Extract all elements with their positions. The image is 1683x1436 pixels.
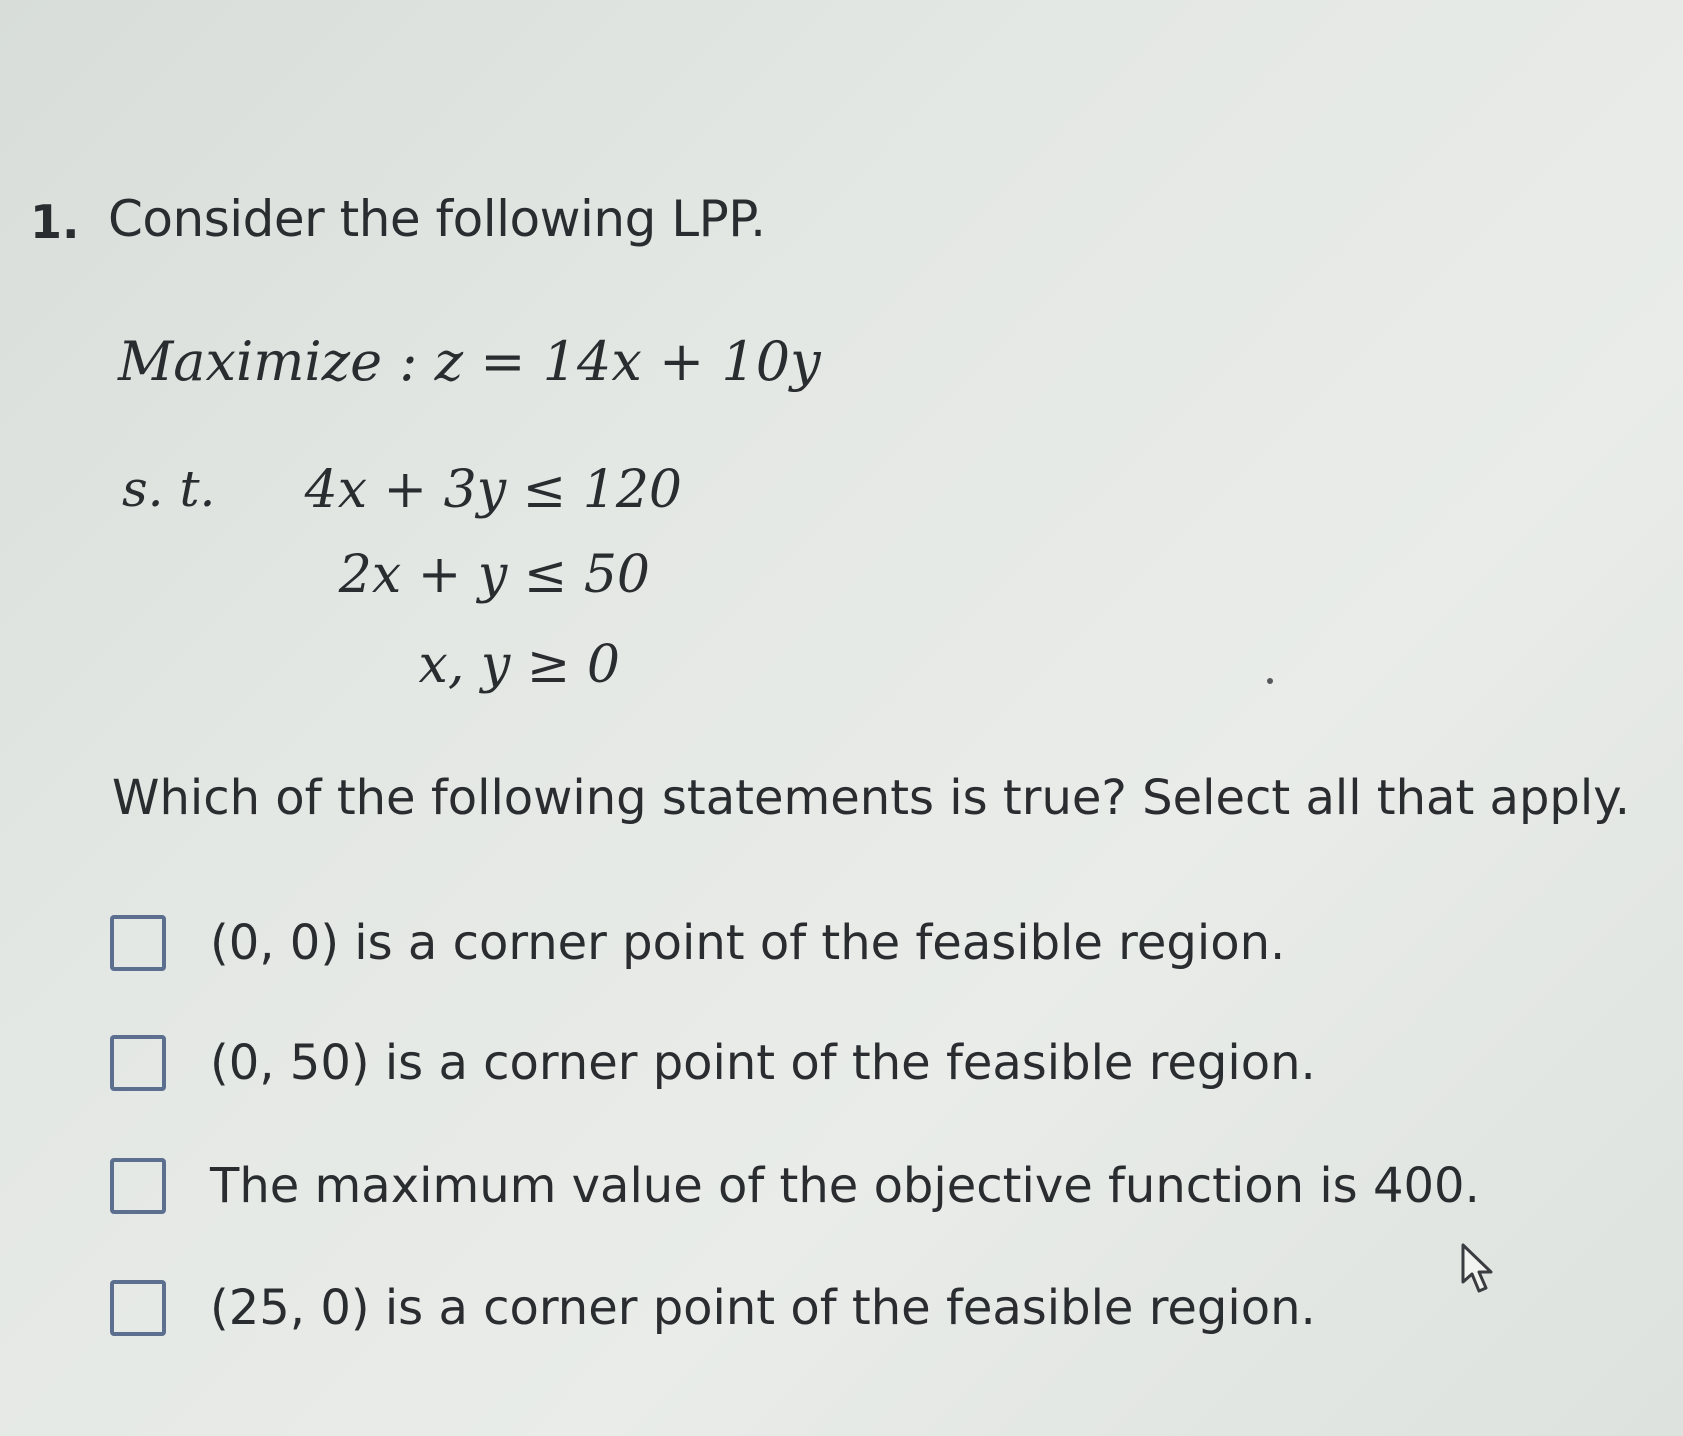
subject-to-label: s. t.	[122, 460, 216, 518]
constraint-2: 2x + y ≤ 50	[338, 545, 650, 605]
question-title: Consider the following LPP.	[108, 190, 766, 248]
option-4[interactable]	[110, 1280, 1316, 1336]
option-4-label[interactable]: (25, 0) is a corner point of the feasible region.	[210, 1280, 1316, 1336]
question-number: 1.	[30, 195, 80, 249]
option-3-label[interactable]: The maximum value of the objective function is 400.	[210, 1158, 1480, 1214]
option-2-checkbox[interactable]	[110, 1035, 166, 1091]
option-2[interactable]	[110, 1035, 1316, 1091]
option-1-label[interactable]: (0, 0) is a corner point of the feasible region.	[210, 915, 1286, 971]
option-1[interactable]	[110, 915, 1285, 971]
constraint-3: x, y ≥ 0	[418, 635, 620, 695]
option-2-label[interactable]: (0, 50) is a corner point of the feasible region.	[210, 1035, 1316, 1091]
option-4-checkbox[interactable]	[110, 1280, 166, 1336]
constraint-1: 4x + 3y ≤ 120	[304, 460, 682, 520]
option-3[interactable]	[110, 1158, 1480, 1214]
option-1-checkbox[interactable]	[110, 915, 166, 971]
mouse-pointer-icon	[1460, 1242, 1496, 1296]
question-prompt: Which of the following statements is true? Select all that apply.	[112, 770, 1631, 826]
stray-dot	[1267, 678, 1273, 684]
objective-function: Maximize : z = 14x + 10y	[118, 330, 821, 393]
option-3-checkbox[interactable]	[110, 1158, 166, 1214]
